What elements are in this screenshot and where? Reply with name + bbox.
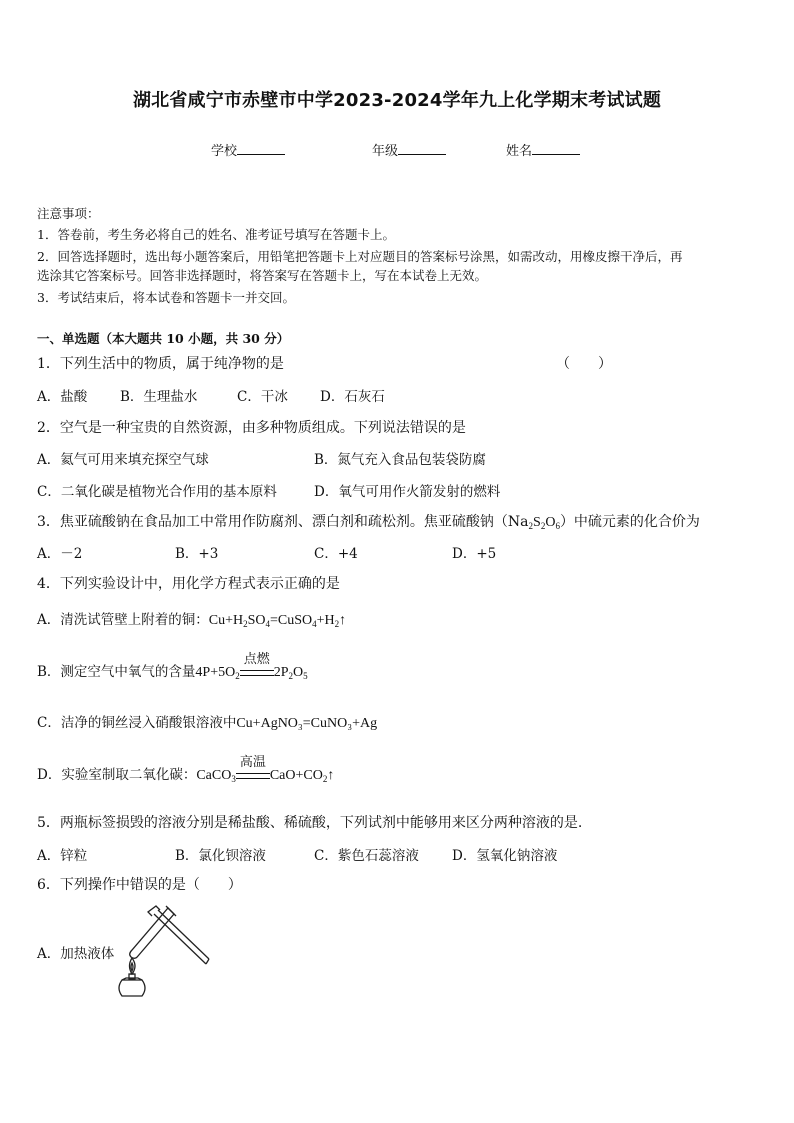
- q5-option-b: B．氯化钡溶液: [175, 848, 266, 864]
- school-label: 学校: [211, 144, 238, 159]
- section-heading: 一、单选题（本大题共 10 小题，共 30 分）: [37, 331, 290, 346]
- q4-stem: 4．下列实验设计中，用化学方程式表示正确的是: [37, 576, 340, 592]
- q4-b-cond-label: 点燃: [243, 652, 270, 667]
- q5-option-d: D．氢氧化钠溶液: [452, 848, 558, 864]
- grade-field: [372, 140, 446, 159]
- q4-option-c: [37, 711, 377, 732]
- q6-option-a: A．加热液体: [37, 946, 115, 962]
- q4-b-equals: [240, 670, 274, 676]
- q3-el-s: S: [533, 515, 541, 530]
- note-2a: 2．回答选择题时，选出每小题答案后，用铅笔把答题卡上对应题目的答案标号涂黑，如需改动，用橡皮擦干净后，再: [37, 249, 683, 264]
- q4-option-b: [37, 652, 308, 681]
- q2-option-c: C．二氧化碳是植物光合作用的基本原料: [37, 484, 277, 500]
- q3-stem-text: 3．焦亚硫酸钠在食品加工中常用作防腐剂、漂白剂和疏松剂。焦亚硫酸钠（Na: [37, 514, 529, 530]
- q3-sub-3: 6: [555, 521, 560, 531]
- q3-option-d: D．+5: [452, 546, 497, 562]
- school-blank: [237, 142, 285, 155]
- q3-stem: [37, 511, 700, 531]
- school-field: [211, 140, 285, 159]
- q2-option-b: B．氮气充入食品包装袋防腐: [314, 452, 486, 468]
- q1-option-a: A．盐酸: [37, 389, 88, 405]
- q2-stem: 2．空气是一种宝贵的自然资源，由多种物质组成。下列说法错误的是: [37, 420, 466, 436]
- q1-stem: 1．下列生活中的物质，属于纯净物的是: [37, 356, 284, 372]
- q3-sub-1: 2: [528, 521, 534, 531]
- note-1: 1．答卷前，考生务必将自己的姓名、准考证号填写在答题卡上。: [37, 227, 395, 242]
- q4-d-equation: CaCO$_3$ 高温 $CaO+CO_2↑$: [196, 768, 334, 783]
- q5-option-a: A．锌粒: [37, 848, 88, 864]
- q5-stem: 5．两瓶标签损毁的溶液分别是稀盐酸、稀硫酸，下列试剂中能够用来区分两种溶液的是.: [37, 815, 583, 831]
- note-3: 3．考试结束后，将本试卷和答题卡一并交回。: [37, 290, 295, 305]
- q4-b-equation: $4P+5O_2$ 点燃 $2P_2O_5$: [195, 665, 307, 680]
- heating-liquid-illustration: [108, 900, 212, 1000]
- name-blank: [532, 142, 580, 155]
- q3-el-o: O: [545, 515, 556, 530]
- q1-paren: （ ）: [556, 356, 612, 372]
- q4-d-text: D．实验室制取二氧化碳：: [37, 767, 197, 783]
- q3-option-c: C．+4: [314, 546, 358, 562]
- q4-a-text: A．清洗试管壁上附着的铜：: [37, 612, 209, 628]
- q4-b-condition: [240, 652, 274, 681]
- q3-formula: [529, 515, 560, 530]
- q4-a-equation: $Cu+H_2SO_4=CuSO_4+H_2↑$: [208, 613, 347, 629]
- q6-stem: 6．下列操作中错误的是（ ）: [37, 877, 242, 893]
- q4-b-text: B．测定空气中氧气的含量: [37, 664, 196, 680]
- q3-option-b: B．+3: [175, 546, 219, 562]
- q3-option-a: A．－2: [37, 546, 83, 562]
- name-label: 姓名: [506, 144, 533, 159]
- q4-c-text: C．洁净的铜丝浸入硝酸银溶液中: [37, 715, 237, 731]
- note-2b: 选涂其它答案标号。回答非选择题时，将答案写在答题卡上，写在本试卷上无效。: [37, 268, 488, 283]
- q4-c-equation: Cu+AgNO₃=CuNO₃+Ag: [236, 716, 378, 731]
- q4-option-d: [37, 755, 335, 784]
- q4-d-cond-label: 高温: [239, 755, 266, 770]
- page-title: 湖北省咸宁市赤壁市中学2023-2024学年九上化学期末考试试题: [132, 90, 662, 111]
- q4-d-condition: [236, 755, 270, 784]
- q1-option-d: D．石灰石: [320, 389, 385, 405]
- q1-option-b: B．生理盐水: [120, 389, 198, 405]
- q3-stem-tail: ）中硫元素的化合价为: [559, 514, 700, 530]
- q4-d-equals: [236, 773, 270, 779]
- q3-sub-2: 2: [540, 521, 546, 531]
- q1-option-c: C．干冰: [237, 389, 288, 405]
- q2-option-a: A．氦气可用来填充探空气球: [37, 452, 209, 468]
- q4-option-a: [37, 608, 346, 629]
- notes-heading: 注意事项：: [37, 206, 100, 221]
- grade-blank: [398, 142, 446, 155]
- q2-option-d: D．氧气可用作火箭发射的燃料: [314, 484, 501, 500]
- name-field: [506, 140, 580, 159]
- grade-label: 年级: [372, 144, 399, 159]
- q5-option-c: C．紫色石蕊溶液: [314, 848, 419, 864]
